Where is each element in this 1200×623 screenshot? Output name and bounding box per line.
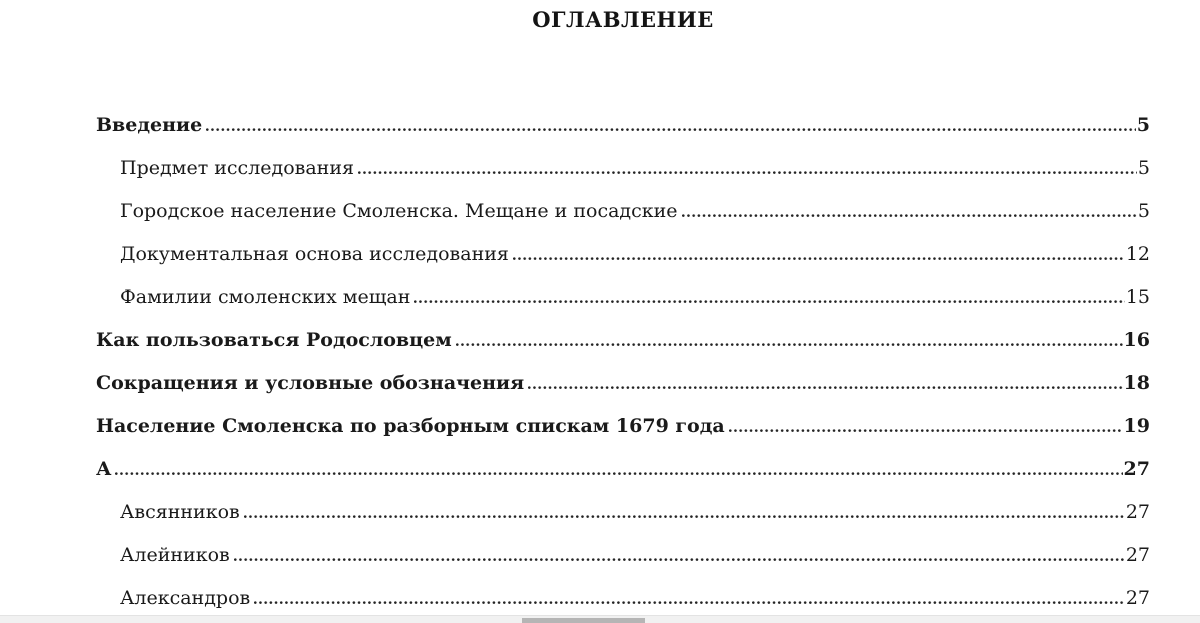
toc-entry-label: Фамилии смоленских мещан (120, 286, 411, 308)
toc-row[interactable] (96, 577, 1150, 620)
dot-leader (682, 214, 1137, 217)
horizontal-scrollbar[interactable] (0, 615, 1200, 623)
toc-entry-label: Сокращения и условные обозначения (96, 372, 525, 394)
toc-page-number: 27 (1125, 587, 1150, 609)
toc-row[interactable] (96, 405, 1150, 448)
table-of-contents (96, 104, 1150, 620)
dot-leader (206, 128, 1136, 131)
document-page (96, 0, 1150, 620)
dot-leader (513, 257, 1125, 260)
dot-leader (234, 558, 1125, 561)
toc-entry-label: Документальная основа исследования (120, 243, 509, 265)
toc-entry-label: Население Смоленска по разборным спискам 1679 года (96, 415, 725, 437)
toc-entry-label: Александров (120, 587, 251, 609)
toc-entry-label: Введение (96, 114, 203, 136)
toc-entry-label: Городское население Смоленска. Мещане и посадские (120, 200, 678, 222)
toc-entry-label: Предмет исследования (120, 157, 354, 179)
horizontal-scrollbar-thumb[interactable] (522, 618, 645, 623)
toc-page-number: 12 (1125, 243, 1150, 265)
toc-page-number: 27 (1123, 458, 1150, 480)
toc-row[interactable] (96, 362, 1150, 405)
toc-page-number: 27 (1125, 544, 1150, 566)
toc-page-number: 5 (1136, 114, 1150, 136)
toc-row[interactable] (96, 448, 1150, 491)
toc-row[interactable] (96, 147, 1150, 190)
toc-page-number: 5 (1137, 157, 1150, 179)
toc-page-number: 16 (1123, 329, 1150, 351)
toc-entry-label: Авсянников (120, 501, 240, 523)
dot-leader (528, 386, 1122, 389)
toc-entry-label: А (96, 458, 112, 480)
toc-page-number: 5 (1137, 200, 1150, 222)
dot-leader (244, 515, 1125, 518)
dot-leader (729, 429, 1123, 432)
page-title: ОГЛАВЛЕНИЕ (532, 7, 714, 32)
toc-page-number: 27 (1125, 501, 1150, 523)
toc-row[interactable] (96, 534, 1150, 577)
toc-row[interactable] (96, 233, 1150, 276)
toc-page-number: 15 (1125, 286, 1150, 308)
dot-leader (254, 601, 1125, 604)
dot-leader (115, 472, 1122, 475)
toc-page-number: 19 (1123, 415, 1150, 437)
toc-row[interactable] (96, 276, 1150, 319)
toc-row[interactable] (96, 104, 1150, 147)
dot-leader (358, 171, 1137, 174)
toc-page-number: 18 (1123, 372, 1150, 394)
toc-row[interactable] (96, 319, 1150, 362)
toc-entry-label: Как пользоваться Родословцем (96, 329, 452, 351)
dot-leader (456, 343, 1123, 346)
dot-leader (414, 300, 1124, 303)
toc-row[interactable] (96, 491, 1150, 534)
toc-row[interactable] (96, 190, 1150, 233)
toc-entry-label: Алейников (120, 544, 230, 566)
